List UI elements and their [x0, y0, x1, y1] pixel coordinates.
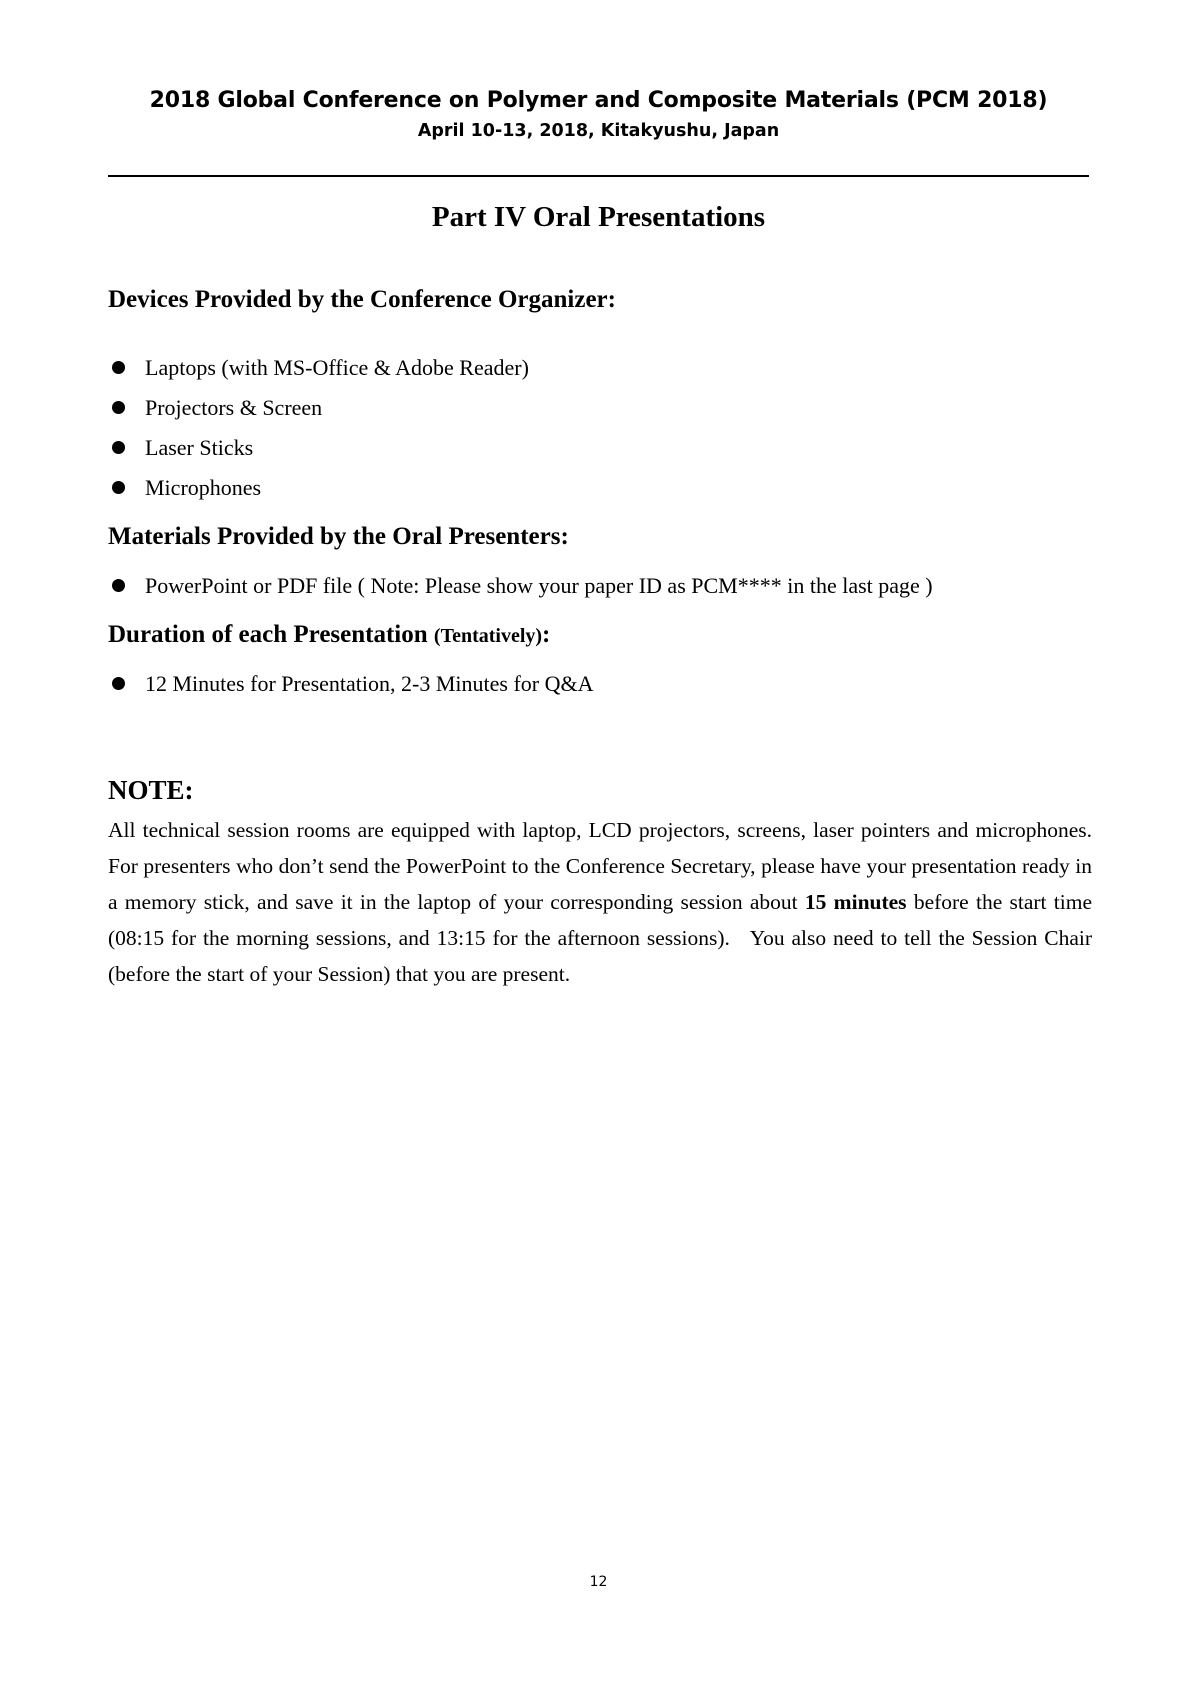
- list-item: [108, 566, 933, 606]
- note-body: [108, 812, 1092, 992]
- bullet-icon: [112, 441, 125, 454]
- duration-heading-colon: :: [542, 621, 551, 648]
- devices-list: [108, 348, 529, 508]
- bullet-icon: [112, 481, 125, 494]
- list-item: [108, 428, 529, 468]
- list-item-text: Laser Sticks: [145, 435, 254, 460]
- bullet-icon: [112, 579, 125, 592]
- materials-heading: Materials Provided by the Oral Presenters:: [108, 523, 569, 550]
- page-header: [108, 86, 1089, 145]
- bullet-icon: [112, 361, 125, 374]
- devices-heading: Devices Provided by the Conference Organizer:: [108, 286, 616, 313]
- list-item-text: Laptops (with MS-Office & Adobe Reader): [145, 355, 529, 380]
- duration-list: [108, 664, 594, 704]
- header-divider: [108, 175, 1089, 177]
- list-item-text: PowerPoint or PDF file ( Note: Please show your paper ID as PCM**** in the last page ): [145, 573, 933, 598]
- list-item-text: Projectors & Screen: [145, 395, 323, 420]
- list-item: [108, 388, 529, 428]
- list-item-text: Microphones: [145, 475, 262, 500]
- part-title: Part IV Oral Presentations: [431, 201, 766, 233]
- duration-heading-text: Duration of each Presentation: [108, 621, 428, 648]
- bullet-icon: [112, 401, 125, 414]
- duration-heading: [108, 618, 550, 653]
- note-body-emphasis: 15 minutes: [804, 890, 907, 914]
- note-body-text-continued: before the start time (08:15 for the morning sessions, and 13:15 for the afternoon sessions). You also need to tell the Session Chair (before the start of your Session) that you are present.: [108, 890, 1092, 986]
- bullet-icon: [112, 677, 125, 690]
- conference-title: 2018 Global Conference on Polymer and Composite Materials (PCM 2018): [149, 88, 1048, 113]
- note-heading: NOTE:: [108, 775, 194, 805]
- duration-heading-note: (Tentatively): [433, 625, 543, 647]
- list-item: [108, 348, 529, 388]
- note-body-text: All technical session rooms are equipped with laptop, LCD projectors, screens, laser pointers and microphones. For presenters who don’t send the PowerPoint to the Conference Secretary, please have your presentation ready in a memory stick, and save it in the laptop of your corresponding session about: [108, 818, 1092, 914]
- conference-date: April 10-13, 2018, Kitakyushu, Japan: [417, 121, 780, 141]
- list-item-text: 12 Minutes for Presentation, 2-3 Minutes for Q&A: [145, 671, 594, 696]
- list-item: [108, 468, 529, 508]
- list-item: [108, 664, 594, 704]
- materials-list: [108, 566, 933, 606]
- page-number: 12: [589, 1574, 608, 1590]
